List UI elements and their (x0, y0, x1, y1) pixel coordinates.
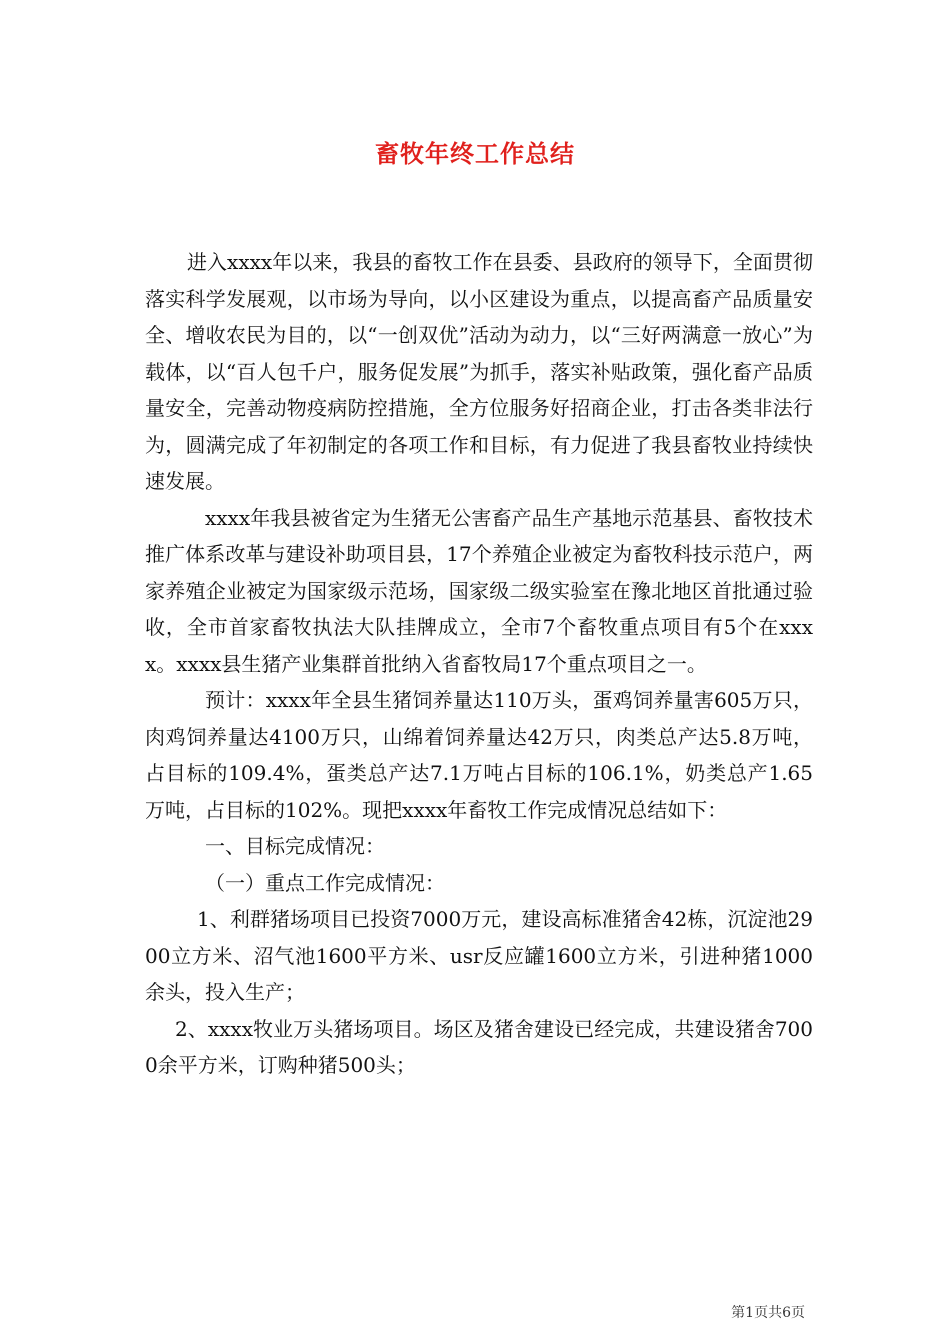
paragraph-honors: xxxx年我县被省定为生猪无公害畜产品生产基地示范基县、畜牧技术推广体系改革与建设补助项目县，17个养殖企业被定为畜牧科技示范户，两家养殖企业被定为国家级示范场，国家级二级实验室在豫北地区首批通过验收，全市首家畜牧执法大队挂牌成立，全市7个畜牧重点项目有5个在xxxx。xxxx县生猪产业集群首批纳入省畜牧局17个重点项目之一。 (145, 505, 813, 676)
list-item-1: 1、利群猪场项目已投资7000万元，建设高标准猪舍42栋，沉淀池2900立方米、沼气池1600平方米、usr反应罐1600立方米，引进种猪1000余头，投入生产； (145, 907, 813, 1004)
page-number: 第1页共6页 (731, 1305, 805, 1321)
section-heading-1: 一、目标完成情况： (205, 834, 385, 858)
document-body (145, 244, 813, 1084)
document-title: 畜牧年终工作总结 (375, 139, 575, 168)
list-item-2: 2、xxxx牧业万头猪场项目。场区及猪舍建设已经完成，共建设猪舍7000余平方米，订购种猪500头； (145, 1016, 813, 1077)
subsection-heading-1: （一）重点工作完成情况： (205, 870, 445, 895)
paragraph-forecast: 预计：xxxx年全县生猪饲养量达110万头，蛋鸡饲养量害605万只，肉鸡饲养量达4100万只，山绵着饲养量达42万只，肉类总产达5.8万吨，占目标的109.4%，蛋类总产达7.1万吨占目标的106.1%，奶类总产1.65万吨，占目标的102%。现把xxxx年畜牧工作完成情况总结如下： (145, 688, 813, 822)
paragraph-intro: 进入xxxx年以来，我县的畜牧工作在县委、县政府的领导下，全面贯彻落实科学发展观，以市场为导向，以小区建设为重点，以提高畜产品质量安全、增收农民为目的，以“一创双优”活动为动力，以“三好两满意一放心”为载体，以“百人包千户，服务促发展”为抓手，落实补贴政策，强化畜产品质量安全，完善动物疫病防控措施，全方位服务好招商企业，打击各类非法行为，圆满完成了年初制定的各项工作和目标，有力促进了我县畜牧业持续快速发展。 (145, 250, 813, 493)
